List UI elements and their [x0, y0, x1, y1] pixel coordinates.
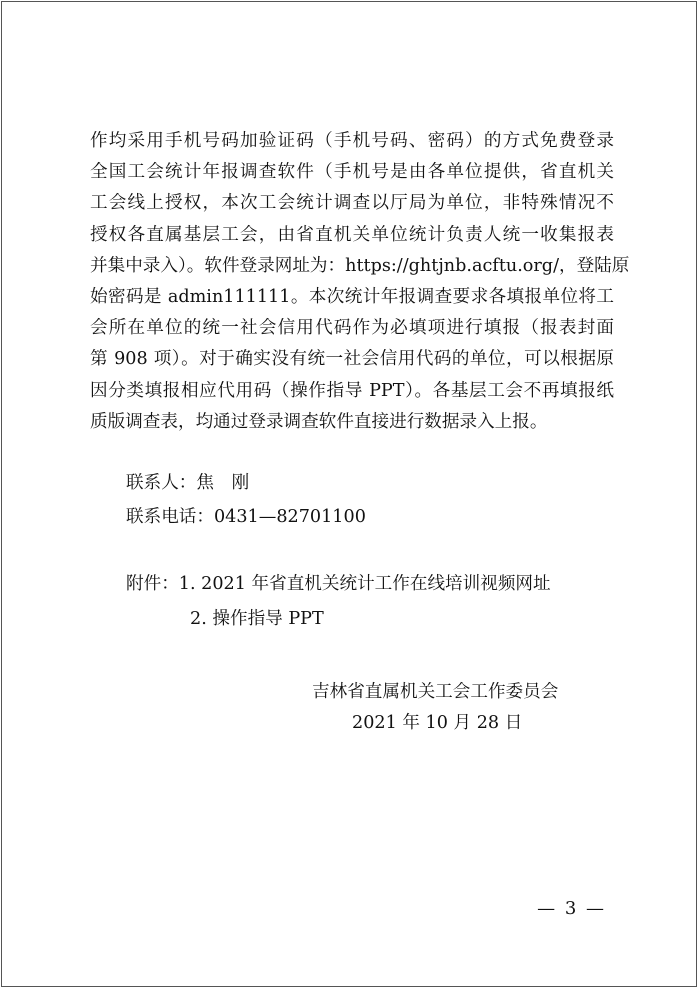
attachment-item-2: 2. 操作指导 PPT — [190, 609, 324, 629]
body-line: 全国工会统计年报调查软件（手机号是由各单位提供，省直机关 — [90, 162, 614, 183]
body-line: 并集中录入）。软件登录网址为：https://ghtjnb.acftu.org/，登陆原 — [90, 255, 630, 276]
body-line: 授权各直属基层工会，由省直机关单位统计负责人统一收集报表 — [90, 224, 614, 245]
body-line: 第 908 项）。对于确实没有统一社会信用代码的单位，可以根据原 — [90, 349, 614, 370]
contact-person: 联系人：焦 刚 — [126, 473, 250, 493]
signature-date: 2021 年 10 月 28 日 — [352, 713, 523, 733]
signature-organization: 吉林省直属机关工会工作委员会 — [312, 682, 559, 702]
body-line: 始密码是 admin111111。本次统计年报调查要求各填报单位将工 — [90, 287, 614, 308]
attachment-item-1: 附件：1. 2021 年省直机关统计工作在线培训视频网址 — [126, 574, 551, 594]
contact-phone: 联系电话：0431—82701100 — [126, 507, 366, 527]
body-line: 工会线上授权，本次工会统计调查以厅局为单位，非特殊情况不 — [90, 193, 614, 214]
body-line: 因分类填报相应代用码（操作指导 PPT）。各基层工会不再填报纸 — [90, 380, 614, 401]
body-line: 质版调查表，均通过登录调查软件直接进行数据录入上报。 — [90, 411, 548, 432]
page-number: — 3 — — [537, 898, 606, 919]
body-line: 作均采用手机号码加验证码（手机号码、密码）的方式免费登录 — [90, 131, 614, 151]
body-paragraph — [90, 126, 630, 438]
body-line: 会所在单位的统一社会信用代码作为必填项进行填报（报表封面 — [90, 318, 614, 339]
